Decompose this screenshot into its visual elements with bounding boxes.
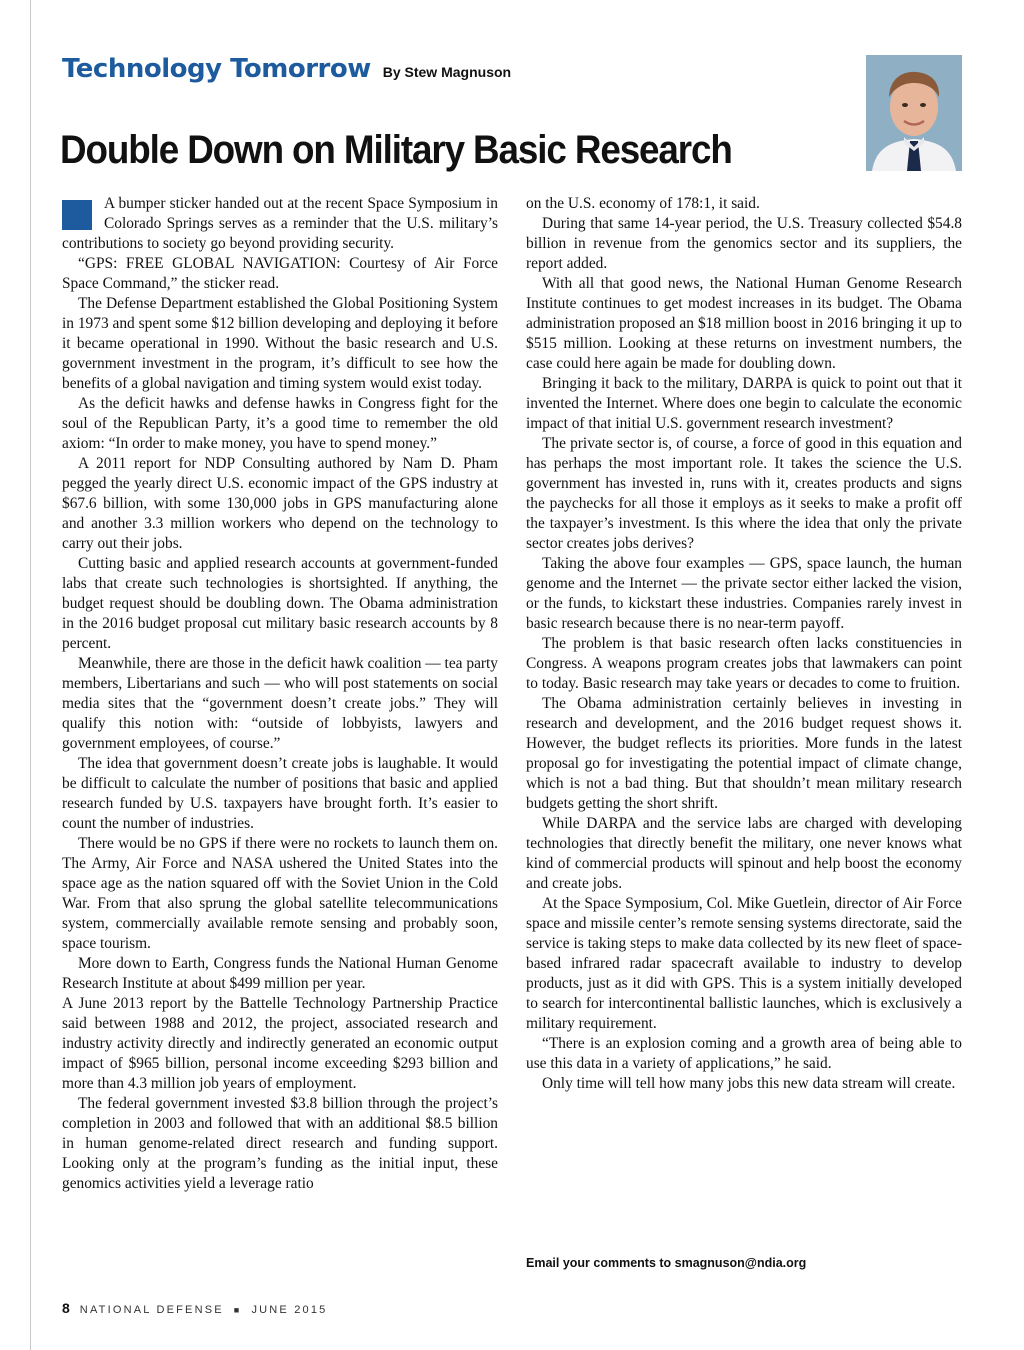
- paragraph: A 2011 report for NDP Consulting authored by Nam D. Pham pegged the yearly direct U.S. economic impact of the GPS industry at $67.6 billion, with some 130,000 jobs in GPS manufacturing alone and another 3.3 million workers who depend on the technology to carry out their jobs.: [62, 455, 498, 552]
- publication-name: NATIONAL DEFENSE: [79, 1304, 224, 1316]
- paragraph: [62, 194, 498, 254]
- page-edge-rule: [30, 0, 31, 1350]
- footer-separator: ■: [233, 1305, 242, 1315]
- column-header: [62, 54, 511, 84]
- paragraph: With all that good news, the National Human Genome Research Institute continues to get modest increases in its budget. The Obama administration proposed an $18 million boost in 2016 bringing it up to $515 million. Looking at these returns on investment numbers, the case could here again be made for doubling down.: [526, 275, 962, 372]
- email-comments-line: Email your comments to smagnuson@ndia.org: [526, 1256, 807, 1270]
- paragraph: Bringing it back to the military, DARPA is quick to point out that it invented the Internet. Where does one begin to calculate the economic impact of that initial U.S. government research investment?: [526, 375, 962, 432]
- paragraph-text: A bumper sticker handed out at the recent Space Symposium in Colorado Springs serves as a reminder that the U.S. military’s contributions to society go beyond providing security.: [62, 195, 498, 252]
- paragraph: on the U.S. economy of 178:1, it said.: [526, 195, 760, 212]
- paragraph: Only time will tell how many jobs this new data stream will create.: [542, 1075, 956, 1092]
- paragraph: During that same 14-year period, the U.S. Treasury collected $54.8 billion in revenue from the genomics sector and its suppliers, the report added.: [526, 215, 962, 272]
- article-left-column: [62, 194, 498, 1194]
- paragraph: The problem is that basic research often lacks constituencies in Congress. A weapons program creates jobs that lawmakers can point to today. Basic research may take years or decades to come to fruition.: [526, 635, 962, 692]
- paragraph: “There is an explosion coming and a growth area of being able to use this data in a variety of applications,” he said.: [526, 1035, 962, 1072]
- paragraph: Taking the above four examples — GPS, space launch, the human genome and the Internet — the private sector either lacked the vision, or the funds, to kickstart these industries. Companies rarely invest in basic research because there is no near-term payoff.: [526, 555, 962, 632]
- column-title: Technology Tomorrow: [62, 54, 371, 84]
- paragraph: There would be no GPS if there were no rockets to launch them on. The Army, Air Force and NASA ushered the United States into the space age as the nation squared off with the Soviet Union in the Cold War. From that also sprung the global satellite telecommunications system, commercially available remote sensing and probably soon, space tourism.: [62, 835, 498, 952]
- author-portrait-icon: [866, 55, 962, 171]
- author-photo: [866, 55, 962, 171]
- paragraph: More down to Earth, Congress funds the National Human Genome Research Institute at about $499 million per year.: [62, 955, 498, 992]
- article-right-column: [526, 194, 962, 1094]
- paragraph: The private sector is, of course, a force of good in this equation and has perhaps the most important role. It takes the science the U.S. government has invested in, runs with it, creates products and signs the paychecks for all those it employs as it seeks to make a profit off the taxpayer’s investment. Is this where the idea that only the private sector creates jobs derives?: [526, 435, 962, 552]
- paragraph: A June 2013 report by the Battelle Technology Partnership Practice said between 1988 and 2012, the project, associated research and industry activity directly and indirectly generated an economic output impact of $965 billion, personal income exceeding $293 billion and more than 4.3 million job years of employment.: [62, 995, 498, 1092]
- paragraph: Cutting basic and applied research accounts at government-funded labs that create such technologies is shortsighted. If anything, the budget request should be doubling down. The Obama administration in the 2016 budget proposal cut military basic research accounts by 8 percent.: [62, 555, 498, 652]
- byline: By Stew Magnuson: [382, 64, 512, 80]
- issue-date: JUNE 2015: [251, 1304, 328, 1316]
- page-footer: [62, 1300, 328, 1316]
- paragraph: While DARPA and the service labs are charged with developing technologies that directly benefit the military, one never knows what kind of commercial products will spinout and help boost the economy and create jobs.: [526, 815, 962, 892]
- paragraph: The Obama administration certainly believes in investing in research and development, and the 2016 budget request shows it. However, the budget reflects its priorities. More funds in the latest proposal go for investigating the potential impact of climate change, which is not a bad thing. But that shouldn’t mean military research budgets getting the short shrift.: [526, 695, 962, 812]
- headline: Double Down on Military Basic Research: [60, 128, 732, 172]
- paragraph: As the deficit hawks and defense hawks in Congress fight for the soul of the Republican Party, it’s a good time to remember the old axiom: “In order to make money, you have to spend money.”: [62, 395, 498, 452]
- paragraph: The idea that government doesn’t create jobs is laughable. It would be difficult to calculate the number of positions that basic and applied research funded by U.S. taxpayers have brought forth. It’s easier to count the number of industries.: [62, 755, 498, 832]
- paragraph: The Defense Department established the Global Positioning System in 1973 and spent some $12 billion developing and deploying it before it became operational in 1990. Without the basic research and U.S. government investment in the program, it’s difficult to see how the benefits of a global navigation and timing system would exist today.: [62, 295, 498, 392]
- paragraph: “GPS: FREE GLOBAL NAVIGATION: Courtesy of Air Force Space Command,” the sticker read.: [62, 255, 498, 292]
- page-number: 8: [62, 1300, 70, 1316]
- paragraph: At the Space Symposium, Col. Mike Guetlein, director of Air Force space and missile center’s remote sensing systems directorate, said the service is taking steps to make data collected by its new fleet of space-based infrared radar spacecraft available to industry to develop products, just as it did with GPS. This is a system initially developed to search for intercontinental ballistic launches, which is exclusively a military requirement.: [526, 895, 962, 1032]
- drop-box-icon: [62, 200, 92, 230]
- paragraph: The federal government invested $3.8 billion through the project’s completion in 2003 and followed that with an additional $8.5 billion in human genome-related direct research and funding support. Looking only at the program’s funding as the initial input, these genomics activities yield a leverage ratio: [62, 1095, 498, 1192]
- paragraph: Meanwhile, there are those in the deficit hawk coalition — tea party members, Libertarians and such — who will post statements on social media sites that the “government doesn’t create jobs.” They will qualify this notion with: “outside of lobbyists, lawyers and government employees, of course.”: [62, 655, 498, 752]
